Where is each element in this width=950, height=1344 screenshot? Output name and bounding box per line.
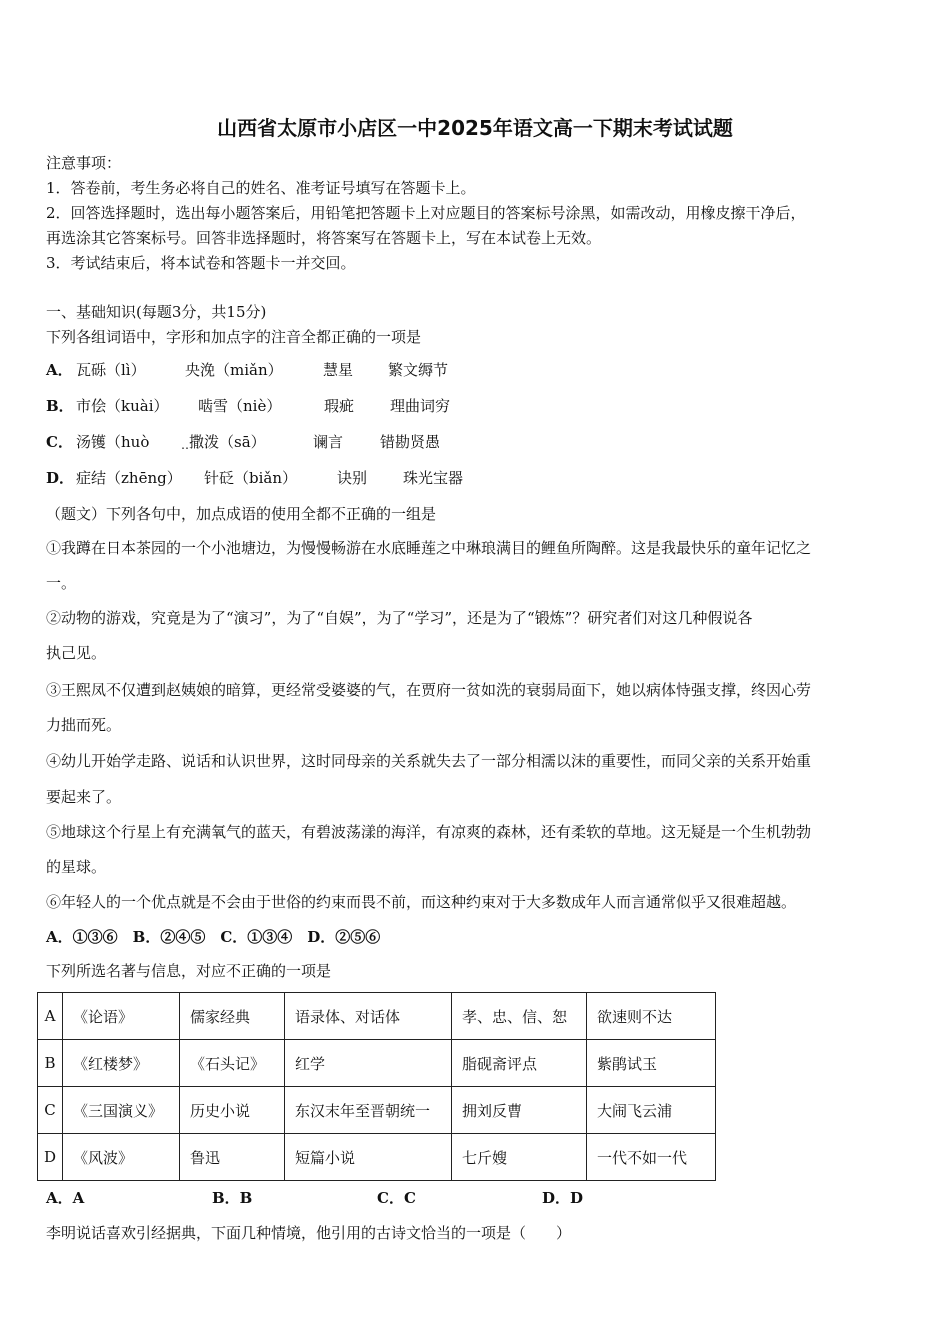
sentence: 力拙而死。 xyxy=(46,716,122,734)
page-title: 山西省太原市小店区一中2025年语文高一下期末考试试题 xyxy=(217,116,733,140)
table-cell: C xyxy=(38,1087,63,1134)
table-cell: 东汉末年至晋朝统一 xyxy=(285,1087,452,1134)
option-word: 央浼（miǎn） xyxy=(185,361,283,379)
question-stem: 李明说话喜欢引经据典，下面几种情境，他引用的古诗文恰当的一项是（ ） xyxy=(46,1224,572,1242)
table-row xyxy=(38,993,716,1040)
option-word: 错勘贤愚 xyxy=(380,433,441,451)
option-word: 瑕疵 xyxy=(324,397,355,415)
question-stem: 下列各组词语中，字形和加点字的注音全都正确的一项是 xyxy=(46,328,422,346)
notice-item: 1．答卷前，考生务必将自己的姓名、准考证号填写在答题卡上。 xyxy=(46,179,476,197)
option-label: A． xyxy=(46,361,73,379)
notice-item: 再选涂其它答案标号。回答非选择题时，将答案写在答题卡上，写在本试卷上无效。 xyxy=(46,229,602,247)
table-cell: A xyxy=(38,993,63,1040)
sentence: ③王熙凤不仅遭到赵姨娘的暗算，更经常受婆婆的气，在贾府一贫如洗的衰弱局面下，她以病体恃强支撑，终因心劳 xyxy=(46,681,812,699)
table-row xyxy=(38,1134,716,1181)
table-cell: 拥刘反曹 xyxy=(452,1087,587,1134)
table-cell: 七斤嫂 xyxy=(452,1134,587,1181)
sentence: 一。 xyxy=(46,574,77,592)
option-word: 症结（zhēng） xyxy=(76,469,182,487)
table-cell: 《红楼梦》 xyxy=(63,1040,180,1087)
table-cell: 语录体、对话体 xyxy=(285,993,452,1040)
section-heading: 一、基础知识(每题3分，共15分) xyxy=(46,303,267,321)
answer-option: B．B xyxy=(212,1189,253,1207)
table-cell: 鲁迅 xyxy=(180,1134,285,1181)
answer-option: C．C xyxy=(377,1189,416,1207)
table-cell: 脂砚斋评点 xyxy=(452,1040,587,1087)
option-label: B． xyxy=(46,397,74,415)
question-stem: 下列所选名著与信息，对应不正确的一项是 xyxy=(46,962,332,980)
table-cell: 《三国演义》 xyxy=(63,1087,180,1134)
emphasis-dot: ‥ xyxy=(181,438,190,452)
info-table xyxy=(37,992,716,1181)
table-cell: 大闹飞云浦 xyxy=(587,1087,716,1134)
table-cell: 红学 xyxy=(285,1040,452,1087)
table-cell: 历史小说 xyxy=(180,1087,285,1134)
table-cell: 紫鹃试玉 xyxy=(587,1040,716,1087)
answer-option: D．D xyxy=(542,1189,584,1207)
answer-options: A．①③⑥ B．②④⑤ C．①③④ D．②⑤⑥ xyxy=(46,928,381,946)
question-stem: （题文）下列各句中，加点成语的使用全都不正确的一组是 xyxy=(46,505,437,523)
answer-option: A．A xyxy=(46,1189,85,1207)
option-word: 撒泼（sā） xyxy=(189,433,266,451)
sentence: ④幼儿开始学走路、说话和认识世界，这时同母亲的关系就失去了一部分相濡以沫的重要性，而同父亲的关系开始重 xyxy=(46,752,812,770)
table-cell: 《石头记》 xyxy=(180,1040,285,1087)
option-word: 慧星 xyxy=(323,361,354,379)
option-word: 啮雪（niè） xyxy=(198,397,282,415)
notice-item: 3．考试结束后，将本试卷和答题卡一并交回。 xyxy=(46,254,356,272)
table-cell: B xyxy=(38,1040,63,1087)
sentence: ⑤地球这个行星上有充满氧气的蓝天，有碧波荡漾的海洋，有凉爽的森林，还有柔软的草地。这无疑是一个生机勃勃 xyxy=(46,823,812,841)
table-cell: 儒家经典 xyxy=(180,993,285,1040)
table-cell: 一代不如一代 xyxy=(587,1134,716,1181)
option-word: 针砭（biǎn） xyxy=(204,469,298,487)
table-cell: 《风波》 xyxy=(63,1134,180,1181)
sentence: ①我蹲在日本茶园的一个小池塘边，为慢慢畅游在水底睡莲之中琳琅满目的鲤鱼所陶醉。这是我最快乐的童年记忆之 xyxy=(46,539,812,557)
option-word: 诀别 xyxy=(337,469,368,487)
option-word: 汤镬（huò xyxy=(76,433,150,451)
option-word: 市侩（kuài） xyxy=(76,397,169,415)
sentence: 执己见。 xyxy=(46,644,107,662)
table-cell: 孝、忠、信、恕 xyxy=(452,993,587,1040)
table-cell: D xyxy=(38,1134,63,1181)
option-word: 繁文缛节 xyxy=(388,361,449,379)
table-cell: 《论语》 xyxy=(63,993,180,1040)
notice-heading: 注意事项： xyxy=(46,154,122,172)
option-word: 谰言 xyxy=(313,433,344,451)
table-row xyxy=(38,1040,716,1087)
table-row xyxy=(38,1087,716,1134)
option-label: D． xyxy=(46,469,75,487)
table-cell: 欲速则不达 xyxy=(587,993,716,1040)
sentence: 要起来了。 xyxy=(46,788,122,806)
option-word: 珠光宝器 xyxy=(403,469,464,487)
option-label: C． xyxy=(46,433,73,451)
option-word: 理曲词穷 xyxy=(390,397,451,415)
notice-item: 2．回答选择题时，选出每小题答案后，用铅笔把答题卡上对应题目的答案标号涂黑，如需改动，用橡皮擦干净后， xyxy=(46,204,806,222)
sentence: ⑥年轻人的一个优点就是不会由于世俗的约束而畏不前，而这种约束对于大多数成年人而言通常似乎又很难超越。 xyxy=(46,893,797,911)
option-word: 瓦砾（lì） xyxy=(76,361,146,379)
table-cell: 短篇小说 xyxy=(285,1134,452,1181)
sentence: ②动物的游戏，究竟是为了“演习”，为了“自娱”，为了“学习”，还是为了“锻炼”？研究者们对这几种假说各 xyxy=(46,609,753,627)
sentence: 的星球。 xyxy=(46,858,107,876)
